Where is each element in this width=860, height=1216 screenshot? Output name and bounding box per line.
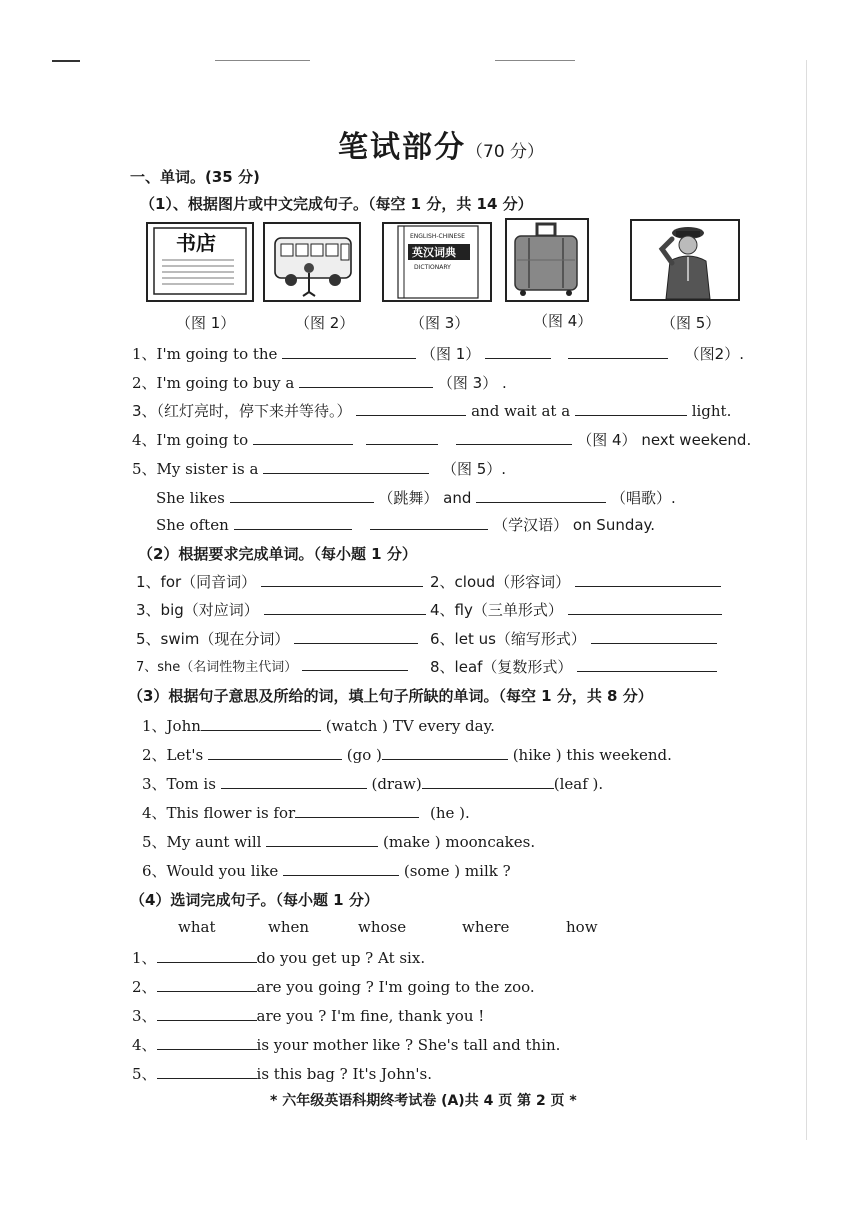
answer-blank[interactable]	[591, 630, 717, 644]
part2-q2: 2、cloud（形容词）	[430, 571, 721, 592]
part2-q5: 5、swim（现在分词）	[136, 628, 418, 649]
scan-mark	[215, 60, 310, 61]
answer-blank[interactable]	[366, 431, 438, 445]
answer-blank[interactable]	[575, 573, 721, 587]
svg-text:DICTIONARY: DICTIONARY	[414, 264, 451, 271]
part4-q2: 2、 are you going ? I'm going to the zoo.	[132, 978, 535, 996]
dictionary-image	[384, 224, 490, 300]
answer-blank[interactable]	[356, 402, 466, 416]
scan-mark	[52, 60, 80, 62]
answer-blank[interactable]	[234, 516, 352, 530]
part4-q1: 1、 do you get up ? At six.	[132, 949, 426, 967]
answer-blank[interactable]	[568, 601, 722, 615]
bookstore-sign-image	[148, 224, 252, 300]
answer-blank[interactable]	[422, 775, 554, 789]
part1-q1: 1、I'm going to the （图 1） （图2）.	[132, 345, 744, 363]
page-title	[338, 122, 544, 166]
part1-q5: 5、My sister is a （图 5）.	[132, 460, 507, 478]
answer-blank[interactable]	[283, 862, 399, 876]
answer-blank[interactable]	[157, 978, 257, 992]
answer-blank[interactable]	[302, 657, 408, 671]
part2-q1: 1、for（同音词）	[136, 571, 423, 592]
word-bank-how: how	[566, 918, 598, 936]
police-officer-image	[632, 221, 738, 299]
part3-q4: 4、This flower is for (he ).	[142, 804, 470, 822]
section-1-heading: 一、单词。(35 分)	[130, 168, 260, 186]
part2-q6: 6、let us（缩写形式）	[430, 628, 717, 649]
answer-blank[interactable]	[282, 345, 416, 359]
caption-2: （图 2）	[295, 314, 355, 332]
part3-q2: 2、Let's (go ) (hike ) this weekend.	[142, 746, 672, 764]
word-bank-whose: whose	[358, 918, 407, 936]
part1-q4: 4、I'm going to （图 4） next weekend.	[132, 431, 752, 449]
part4-q4: 4、 is your mother like ? She's tall and thin.	[132, 1036, 561, 1054]
answer-blank[interactable]	[157, 1036, 257, 1050]
page-footer: * 六年级英语科期终考试卷 (A)共 4 页 第 2 页 *	[270, 1093, 577, 1109]
part-1-heading: （1）、根据图片或中文完成句子。（每空 1 分，共 14 分）	[140, 195, 533, 213]
word-bank-when: when	[268, 918, 310, 936]
part2-q4: 4、fly（三单形式）	[430, 599, 722, 620]
title-score: （70 分）	[466, 142, 545, 162]
answer-blank[interactable]	[221, 775, 367, 789]
caption-1: （图 1）	[176, 314, 236, 332]
scan-mark	[495, 60, 575, 61]
svg-text:书店: 书店	[176, 231, 216, 255]
part3-q6: 6、Would you like (some ) milk ?	[142, 862, 511, 880]
picture-3	[382, 222, 492, 302]
part2-q8: 8、leaf（复数形式）	[430, 656, 717, 677]
word-bank-what: what	[178, 918, 216, 936]
picture-4	[505, 218, 589, 302]
answer-blank[interactable]	[201, 717, 321, 731]
part-4-heading: （4）选词完成句子。（每小题 1 分）	[130, 891, 379, 909]
picture-2	[263, 222, 361, 302]
answer-blank[interactable]	[485, 345, 551, 359]
part2-q3: 3、big（对应词）	[136, 599, 426, 620]
answer-blank[interactable]	[295, 804, 419, 818]
caption-3: （图 3）	[410, 314, 470, 332]
answer-blank[interactable]	[266, 833, 378, 847]
page-edge	[806, 60, 807, 1140]
part-3-heading: （3）根据句子意思及所给的词，填上句子所缺的单词。（每空 1 分，共 8 分）	[128, 687, 653, 705]
answer-blank[interactable]	[294, 630, 418, 644]
part1-q5-line3: She often （学汉语） on Sunday.	[156, 516, 656, 534]
part-2-heading: （2）根据要求完成单词。（每小题 1 分）	[138, 545, 417, 563]
part3-q5: 5、My aunt will (make ) mooncakes.	[142, 833, 536, 851]
answer-blank[interactable]	[157, 1065, 257, 1079]
title-text: 笔试部分	[338, 130, 466, 165]
part1-q5-line2: She likes （跳舞） and （唱歌）.	[156, 489, 676, 507]
answer-blank[interactable]	[157, 1007, 257, 1021]
answer-blank[interactable]	[575, 402, 687, 416]
answer-blank[interactable]	[299, 374, 433, 388]
answer-blank[interactable]	[263, 460, 429, 474]
answer-blank[interactable]	[230, 489, 374, 503]
answer-blank[interactable]	[370, 516, 488, 530]
answer-blank[interactable]	[157, 949, 257, 963]
answer-blank[interactable]	[261, 573, 423, 587]
answer-blank[interactable]	[382, 746, 508, 760]
answer-blank[interactable]	[264, 601, 426, 615]
part3-q3: 3、Tom is (draw) (leaf ).	[142, 775, 604, 793]
answer-blank[interactable]	[456, 431, 572, 445]
part2-q7: 7、she（名词性物主代词）	[136, 656, 408, 675]
caption-5: （图 5）	[661, 314, 721, 332]
part4-q5: 5、 is this bag ? It's John's.	[132, 1065, 432, 1083]
answer-blank[interactable]	[568, 345, 668, 359]
part1-q2: 2、I'm going to buy a （图 3） .	[132, 374, 507, 392]
suitcase-image	[507, 220, 587, 300]
part4-q3: 3、 are you ? I'm fine, thank you !	[132, 1007, 485, 1025]
answer-blank[interactable]	[476, 489, 606, 503]
word-bank-where: where	[462, 918, 510, 936]
answer-blank[interactable]	[577, 658, 717, 672]
picture-1	[146, 222, 254, 302]
answer-blank[interactable]	[208, 746, 342, 760]
svg-text:ENGLISH-CHINESE: ENGLISH-CHINESE	[410, 233, 465, 240]
caption-4: （图 4）	[533, 312, 593, 330]
picture-5	[630, 219, 740, 301]
answer-blank[interactable]	[253, 431, 353, 445]
svg-text:英汉词典: 英汉词典	[412, 246, 456, 259]
part1-q3: 3、（红灯亮时，停下来并等待。） and wait at a light.	[132, 402, 732, 420]
bus-image	[265, 224, 359, 300]
part3-q1: 1、John (watch ) TV every day.	[142, 717, 495, 735]
